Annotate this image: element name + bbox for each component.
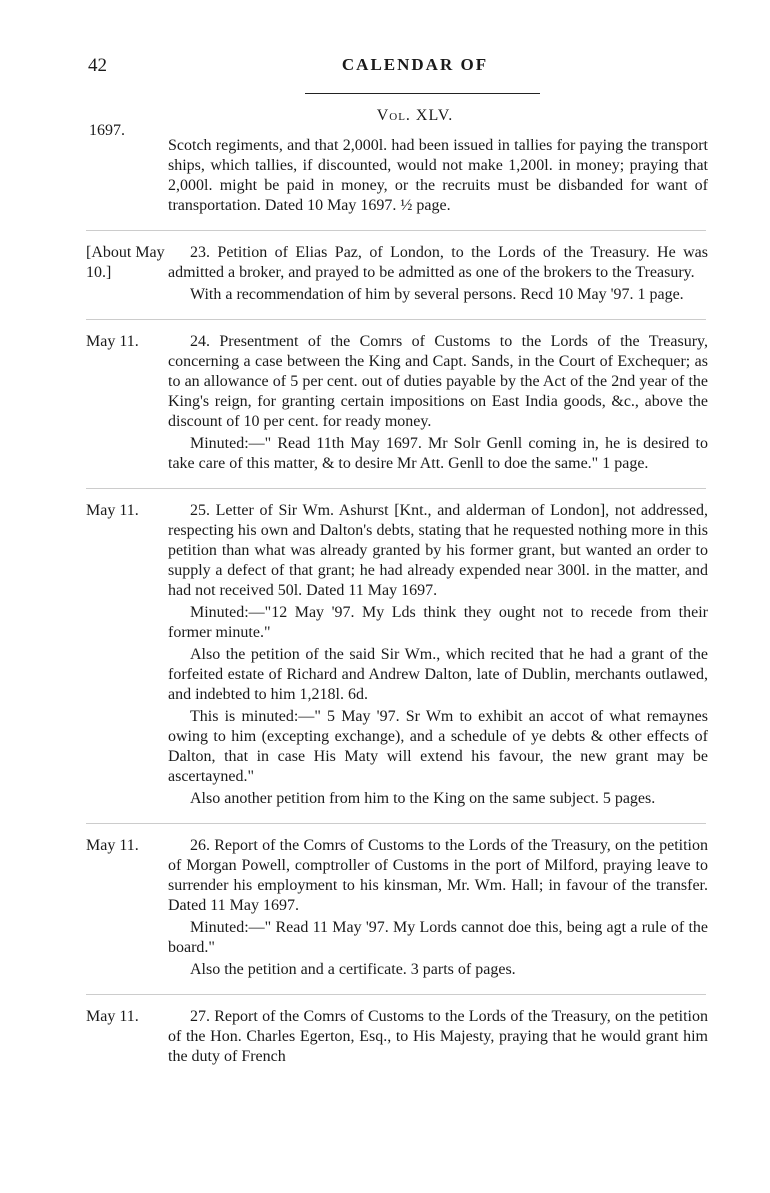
- year-marker: 1697.: [89, 122, 125, 139]
- entry-text: [168, 1007, 708, 1067]
- entry-paragraph: This is minuted:—" 5 May '97. Sr Wm to exhibit an accot of what remaynes owing to him (excepting exchange), and a schedule of ye debts & other effects of Dalton, that in case His Maty will extend his favour, the new grant may be ascertayned.": [168, 708, 708, 785]
- calendar-entry: [0, 1007, 770, 1067]
- calendar-entry: [0, 501, 770, 809]
- entry-date: May 11.: [86, 502, 139, 519]
- entry-text: [168, 136, 708, 216]
- entry-paragraph: Also the petition and a certificate. 3 parts of pages.: [190, 961, 516, 978]
- entry-paragraph: Also the petition of the said Sir Wm., which recited that he had a grant of the forfeited estate of Richard and Andrew Dalton, late of Dublin, merchants outlawed, and indebted to him 1,218l. 6d.: [168, 646, 708, 703]
- volume-heading: Vol. XLV.: [376, 107, 454, 124]
- entry-paragraph: 24. Presentment of the Comrs of Customs to the Lords of the Treasury, concerning a case between the King and Capt. Sands, in the Court of Exchequer; as to an allowance of 5 per cent. out of duties payable by the Act of the 2nd year of the King's reign, for granting certain impositions on East India goods, &c., above the discount of 10 per cent. for ready money.: [168, 333, 708, 430]
- entry-separator: [86, 488, 706, 489]
- entry-date: May 11.: [86, 1008, 139, 1025]
- header-rule: [305, 93, 540, 94]
- entry-text: [168, 332, 708, 474]
- entry-paragraph: Minuted:—" Read 11 May '97. My Lords cannot doe this, being agt a rule of the board.": [168, 919, 708, 956]
- page-header: [0, 55, 770, 85]
- entry-paragraph: 27. Report of the Comrs of Customs to the Lords of the Treasury, on the petition of the Hon. Charles Egerton, Esq., to His Majesty, praying that he would grant him the duty of French: [168, 1008, 708, 1065]
- entry-paragraph: Minuted:—"12 May '97. My Lds think they ought not to recede from their former minute.": [168, 604, 708, 641]
- entry-paragraph: Minuted:—" Read 11th May 1697. Mr Solr Genll coming in, he is desired to take care of this matter, & to desire Mr Att. Genll to doe the same." 1 page.: [168, 435, 708, 472]
- entry-paragraph: Also another petition from him to the King on the same subject. 5 pages.: [190, 790, 656, 807]
- page-number: 42: [88, 55, 107, 76]
- running-head: CALENDAR OF: [341, 55, 489, 74]
- entry-separator: [86, 994, 706, 995]
- entry-paragraph: 25. Letter of Sir Wm. Ashurst [Knt., and alderman of London], not addressed, respecting his own and Dalton's debts, stating that he requested nothing more in this petition than what was already granted by his former grant, but wanted an order to supply a defect of that grant; he had already expended near 300l. in the matter, and had not received 50l. Dated 11 May 1697.: [168, 502, 708, 599]
- entry-date: May 11.: [86, 837, 139, 854]
- calendar-entry: [0, 136, 770, 216]
- entry-date: May 11.: [86, 333, 139, 350]
- entry-separator: [86, 319, 706, 320]
- calendar-entry: [0, 332, 770, 474]
- entry-text: [168, 836, 708, 980]
- entry-date: [About May 10.]: [86, 244, 165, 281]
- entry-separator: [86, 823, 706, 824]
- calendar-entry: [0, 243, 770, 305]
- entry-paragraph: With a recommendation of him by several persons. Recd 10 May '97. 1 page.: [190, 286, 684, 303]
- entry-paragraph: 23. Petition of Elias Paz, of London, to the Lords of the Treasury. He was admitted a broker, and prayed to be admitted as one of the brokers to the Treasury.: [168, 244, 708, 281]
- calendar-entry: [0, 836, 770, 980]
- entry-separator: [86, 230, 706, 231]
- entry-text: [168, 501, 708, 809]
- document-body: [0, 136, 770, 1081]
- entry-paragraph: 26. Report of the Comrs of Customs to the Lords of the Treasury, on the petition of Morgan Powell, comptroller of Customs in the port of Milford, praying leave to surrender his employment to his kinsman, Mr. Wm. Hall; in favour of the transfer. Dated 11 May 1697.: [168, 837, 708, 914]
- entry-paragraph: Scotch regiments, and that 2,000l. had been issued in tallies for paying the transport ships, which tallies, if discounted, would not make 1,200l. in money; praying that 2,000l. might be paid in money, or the recruits must be disbanded for want of transportation. Dated 10 May 1697. ½ page.: [168, 137, 708, 214]
- entry-text: [168, 243, 708, 305]
